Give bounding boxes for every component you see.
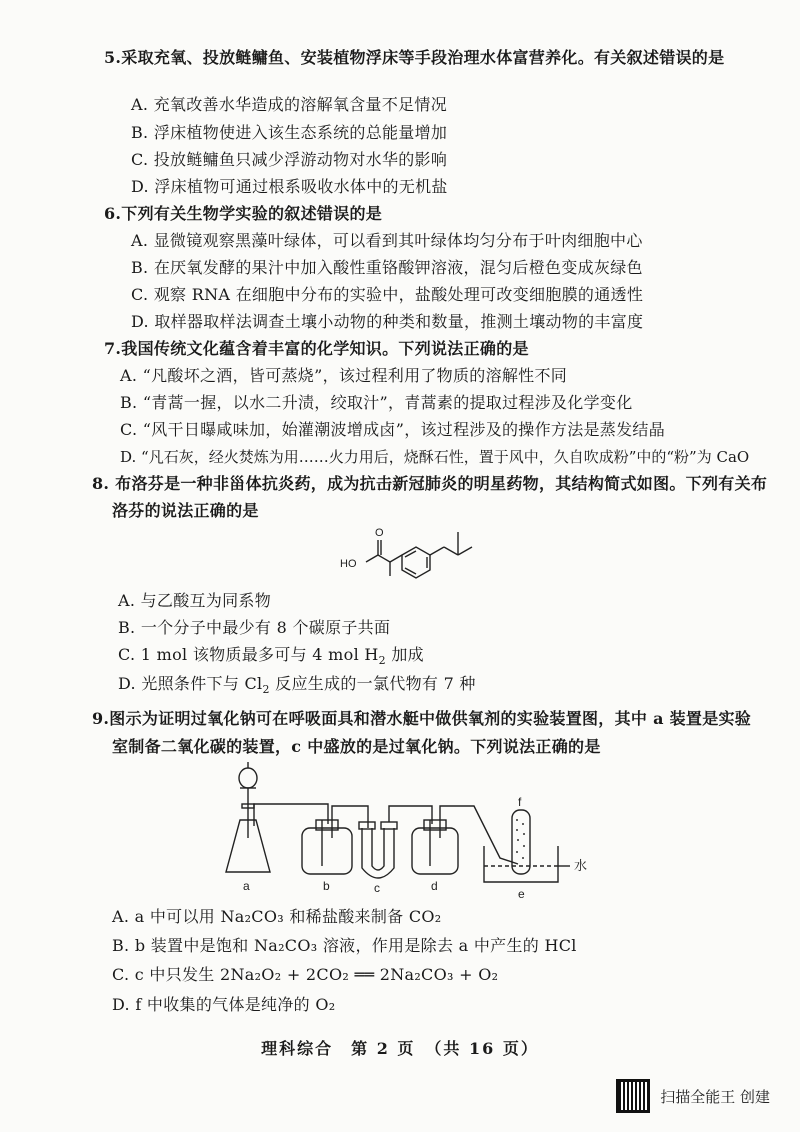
scanner-caption: 扫描全能王 创建 <box>660 1087 770 1106</box>
q7-option-a: A. “凡酸坏之酒，皆可蒸烧”，该过程利用了物质的溶解性不同 <box>120 366 568 385</box>
q5-option-c: C. 投放鲢鳙鱼只减少浮游动物对水华的影响 <box>131 150 448 169</box>
q7-option-d: D. “凡石灰，经火焚炼为用……火力用后，烧酥石性，置于风中，久自吹成粉”中的“粉”为 CaO <box>120 448 750 466</box>
q5-option-b: B. 浮床植物使进入该生态系统的总能量增加 <box>131 123 448 142</box>
carbonyl-o-label: O <box>375 527 384 539</box>
apparatus-diagram <box>218 758 618 906</box>
label-water: 水 <box>574 858 588 873</box>
q8-option-a: A. 与乙酸互为同系物 <box>118 591 272 610</box>
page-footer: 理科综合 第 2 页 （共 16 页） <box>261 1039 539 1058</box>
label-f: f <box>518 795 522 809</box>
qr-code-icon <box>616 1079 650 1113</box>
scanner-watermark <box>616 1076 770 1116</box>
q8-option-c: C. 1 mol 该物质最多可与 4 mol $H_2$ 加成 <box>118 645 424 668</box>
q7-option-c: C. “风干日曝咸味加，始灌潮波增成卤”，该过程涉及的操作方法是蒸发结晶 <box>120 420 666 439</box>
q9-option-b: B. b 装置中是饱和 Na₂CO₃ 溶液，作用是除去 a 中产生的 HCl <box>112 936 577 955</box>
q8-option-d: D. 光照条件下与 $Cl_2$ 反应生成的一氯代物有 7 种 <box>118 674 476 697</box>
q9-option-d: D. f 中收集的气体是纯净的 O₂ <box>112 995 336 1014</box>
q8-stem-line2: 洛芬的说法正确的是 <box>112 501 259 520</box>
ibuprofen-structure <box>330 522 510 594</box>
q9-stem-line2: 室制备二氧化碳的装置，c 中盛放的是过氧化钠。下列说法正确的是 <box>112 737 601 756</box>
q5-stem: 5.采取充氧、投放鲢鳙鱼、安装植物浮床等手段治理水体富营养化。有关叙述错误的是 <box>104 48 725 67</box>
q9-option-a: A. a 中可以用 Na₂CO₃ 和稀盐酸来制备 CO₂ <box>112 907 442 926</box>
q6-option-b: B. 在厌氧发酵的果汁中加入酸性重铬酸钾溶液，混匀后橙色变成灰绿色 <box>131 258 643 277</box>
q8-option-b: B. 一个分子中最少有 8 个碳原子共面 <box>118 618 391 637</box>
q6-option-a: A. 显微镜观察黑藻叶绿体，可以看到其叶绿体均匀分布于叶肉细胞中心 <box>131 231 643 250</box>
q6-option-c: C. 观察 RNA 在细胞中分布的实验中，盐酸处理可改变细胞膜的通透性 <box>131 285 644 304</box>
q7-stem: 7.我国传统文化蕴含着丰富的化学知识。下列说法正确的是 <box>104 339 529 358</box>
q7-option-b: B. “青蒿一握，以水二升渍，绞取汁”，青蒿素的提取过程涉及化学变化 <box>120 393 633 412</box>
label-b: b <box>323 879 330 893</box>
q9-stem-line1: 9.图示为证明过氧化钠可在呼吸面具和潜水艇中做供氧剂的实验装置图，其中 a 装置是实验 <box>92 709 752 728</box>
ho-label: HO <box>340 558 357 570</box>
label-a: a <box>243 879 250 893</box>
q5-option-d: D. 浮床植物可通过根系吸收水体中的无机盐 <box>131 177 448 196</box>
label-c: c <box>374 881 380 895</box>
label-e: e <box>518 887 525 901</box>
q9-option-c: C. c 中只发生 2Na₂O₂ + 2CO₂ ══ 2Na₂CO₃ + O₂ <box>112 965 499 984</box>
label-d: d <box>431 879 438 893</box>
q5-option-a: A. 充氧改善水华造成的溶解氧含量不足情况 <box>131 95 448 114</box>
q8-stem-line1: 8. 布洛芬是一种非甾体抗炎药，成为抗击新冠肺炎的明星药物，其结构简式如图。下列有关布 <box>92 474 768 493</box>
q6-option-d: D. 取样器取样法调查土壤小动物的种类和数量，推测土壤动物的丰富度 <box>131 312 644 331</box>
q6-stem: 6.下列有关生物学实验的叙述错误的是 <box>104 204 383 223</box>
